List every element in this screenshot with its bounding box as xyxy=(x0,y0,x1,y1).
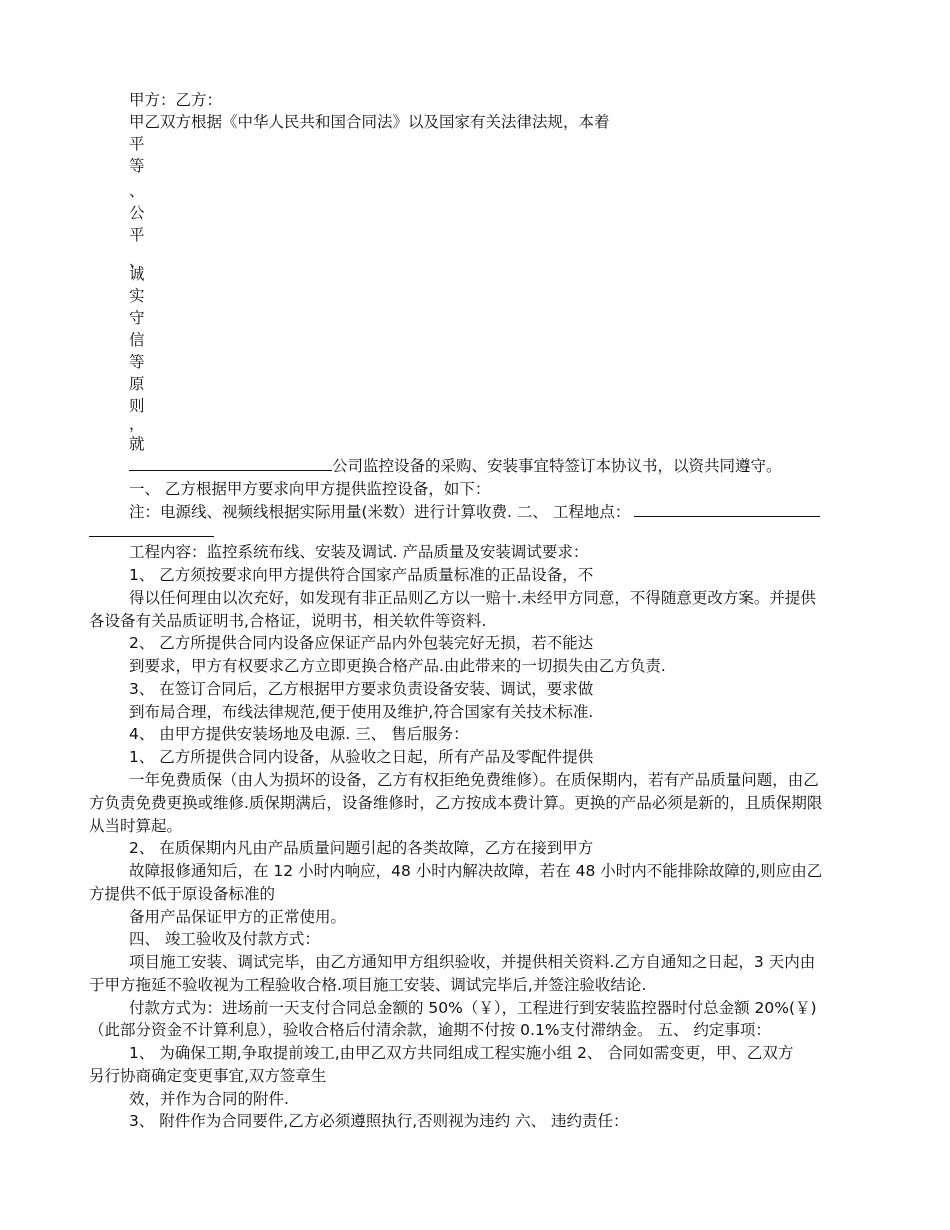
intro-line: 甲乙双方根据《中华人民共和国合同法》以及国家有关法律法规，本着 xyxy=(129,113,610,131)
vertical-char: 就 xyxy=(129,435,145,453)
vertical-char: 平 xyxy=(129,226,145,244)
vertical-char: 诚 xyxy=(129,265,145,283)
payment-line-b: （此部分资金不计算利息），验收合格后付清余款，逾期不付按 0.1%支付滞纳金。 五、 约定事项： xyxy=(89,1021,771,1039)
req-1-line-b: 得以任何理由以次充好，如发现有非正品则乙方以一赔十.未经甲方同意，不得随意更改方案。并提供 xyxy=(129,589,816,607)
vertical-char: ， xyxy=(129,415,145,433)
acceptance-line-b: 于甲方拖延不验收视为工程验收合格.项目施工安装、调试完毕后,并签注验收结论. xyxy=(89,976,647,994)
vertical-char: 守 xyxy=(129,309,145,327)
work-content-line: 工程内容：监控系统布线、安装及调试. 产品质量及安装调试要求： xyxy=(129,543,589,561)
req-1-line-a: 1、 乙方须按要求向甲方提供符合国家产品质量标准的正品设备，不 xyxy=(129,566,594,584)
req-2-line-a: 2、 乙方所提供合同内设备应保证产品内外包装完好无损，若不能达 xyxy=(129,634,594,652)
payment-line-a: 付款方式为：进场前一天支付合同总金额的 50%（￥），工程进行到安装监控器时付总金额 20%(￥) xyxy=(129,999,817,1017)
blank-project-location xyxy=(634,502,820,517)
section-4-heading: 四、 竣工验收及付款方式： xyxy=(129,930,320,948)
vertical-char: 公 xyxy=(129,204,145,222)
aftersale-2-line-b: 故障报修通知后，在 12 小时内响应，48 小时内解决故障，若在 48 小时内不能排除故障的,则应由乙 xyxy=(129,862,823,880)
note-text: 注：电源线、视频线根据实际用量(米数）进行计算收费. 二、 工程地点： xyxy=(129,503,631,521)
aftersale-1-line-b: 一年免费质保（由人为损坏的设备，乙方有权拒绝免费维修）。在质保期内，若有产品质量问题，由乙 xyxy=(129,771,819,789)
parties-line: 甲方：乙方： xyxy=(129,91,223,109)
matters-3-line: 3、 附件作为合同要件,乙方必须遵照执行,否则视为违约 六、 违约责任： xyxy=(129,1112,629,1130)
aftersale-2-line-a: 2、 在质保期内凡由产品质量问题引起的各类故障，乙方在接到甲方 xyxy=(129,839,594,857)
vertical-char: 、 xyxy=(129,252,145,270)
purpose-text: 公司监控设备的采购、安装事宜特签订本协议书，以资共同遵守。 xyxy=(332,457,782,475)
blank-company-name xyxy=(129,456,332,471)
vertical-char: 则 xyxy=(129,397,145,415)
vertical-char: 等 xyxy=(129,353,145,371)
acceptance-line-a: 项目施工安装、调试完毕，由乙方通知甲方组织验收，并提供相关资料.乙方自通知之日起，3 天内由 xyxy=(129,953,816,971)
note-line xyxy=(129,501,820,523)
matters-line-b: 另行协商确定变更事宜,双方签章生 xyxy=(89,1067,327,1085)
matters-line-a: 1、 为确保工期,争取提前竣工,由甲乙双方共同组成工程实施小组 2、 合同如需变更，甲、乙双方 xyxy=(129,1044,794,1062)
vertical-char: 等 xyxy=(129,157,145,175)
aftersale-1-line-d: 从当时算起。 xyxy=(89,817,183,835)
matters-line-c: 效，并作为合同的附件. xyxy=(129,1090,289,1108)
aftersale-2-line-c: 方提供不低于原设备标准的 xyxy=(89,885,276,903)
vertical-char: 平 xyxy=(129,135,145,153)
vertical-char: 信 xyxy=(129,331,145,349)
aftersale-1-line-c: 方负责免费更换或维修.质保期满后，设备维修时，乙方按成本费计算。更换的产品必须是新的，且质保期限 xyxy=(89,794,823,812)
section-1-heading: 一、 乙方根据甲方要求向甲方提供监控设备，如下： xyxy=(129,480,491,498)
aftersale-2-line-d: 备用产品保证甲方的正常使用。 xyxy=(129,908,347,926)
req-2-line-b: 到要求，甲方有权要求乙方立即更换合格产品.由此带来的一切损失由乙方负责. xyxy=(129,657,666,675)
vertical-char: 实 xyxy=(129,287,145,305)
req-1-line-c: 各设备有关品质证明书,合格证，说明书，相关软件等资料. xyxy=(89,612,487,630)
aftersale-1-line-a: 1、 乙方所提供合同内设备，从验收之日起，所有产品及零配件提供 xyxy=(129,748,594,766)
req-3-line-a: 3、 在签订合同后，乙方根据甲方要求负责设备安装、调试，要求做 xyxy=(129,680,594,698)
purpose-line xyxy=(129,455,782,477)
vertical-char: 原 xyxy=(129,375,145,393)
req-3-line-b: 到布局合理，布线法律规范,便于使用及维护,符合国家有关技术标准. xyxy=(129,703,594,721)
blank-project-location-cont xyxy=(89,522,214,537)
vertical-char: 、 xyxy=(129,182,145,200)
blank-continuation xyxy=(89,521,214,543)
req-4-line: 4、 由甲方提供安装场地及电源. 三、 售后服务： xyxy=(129,725,469,743)
